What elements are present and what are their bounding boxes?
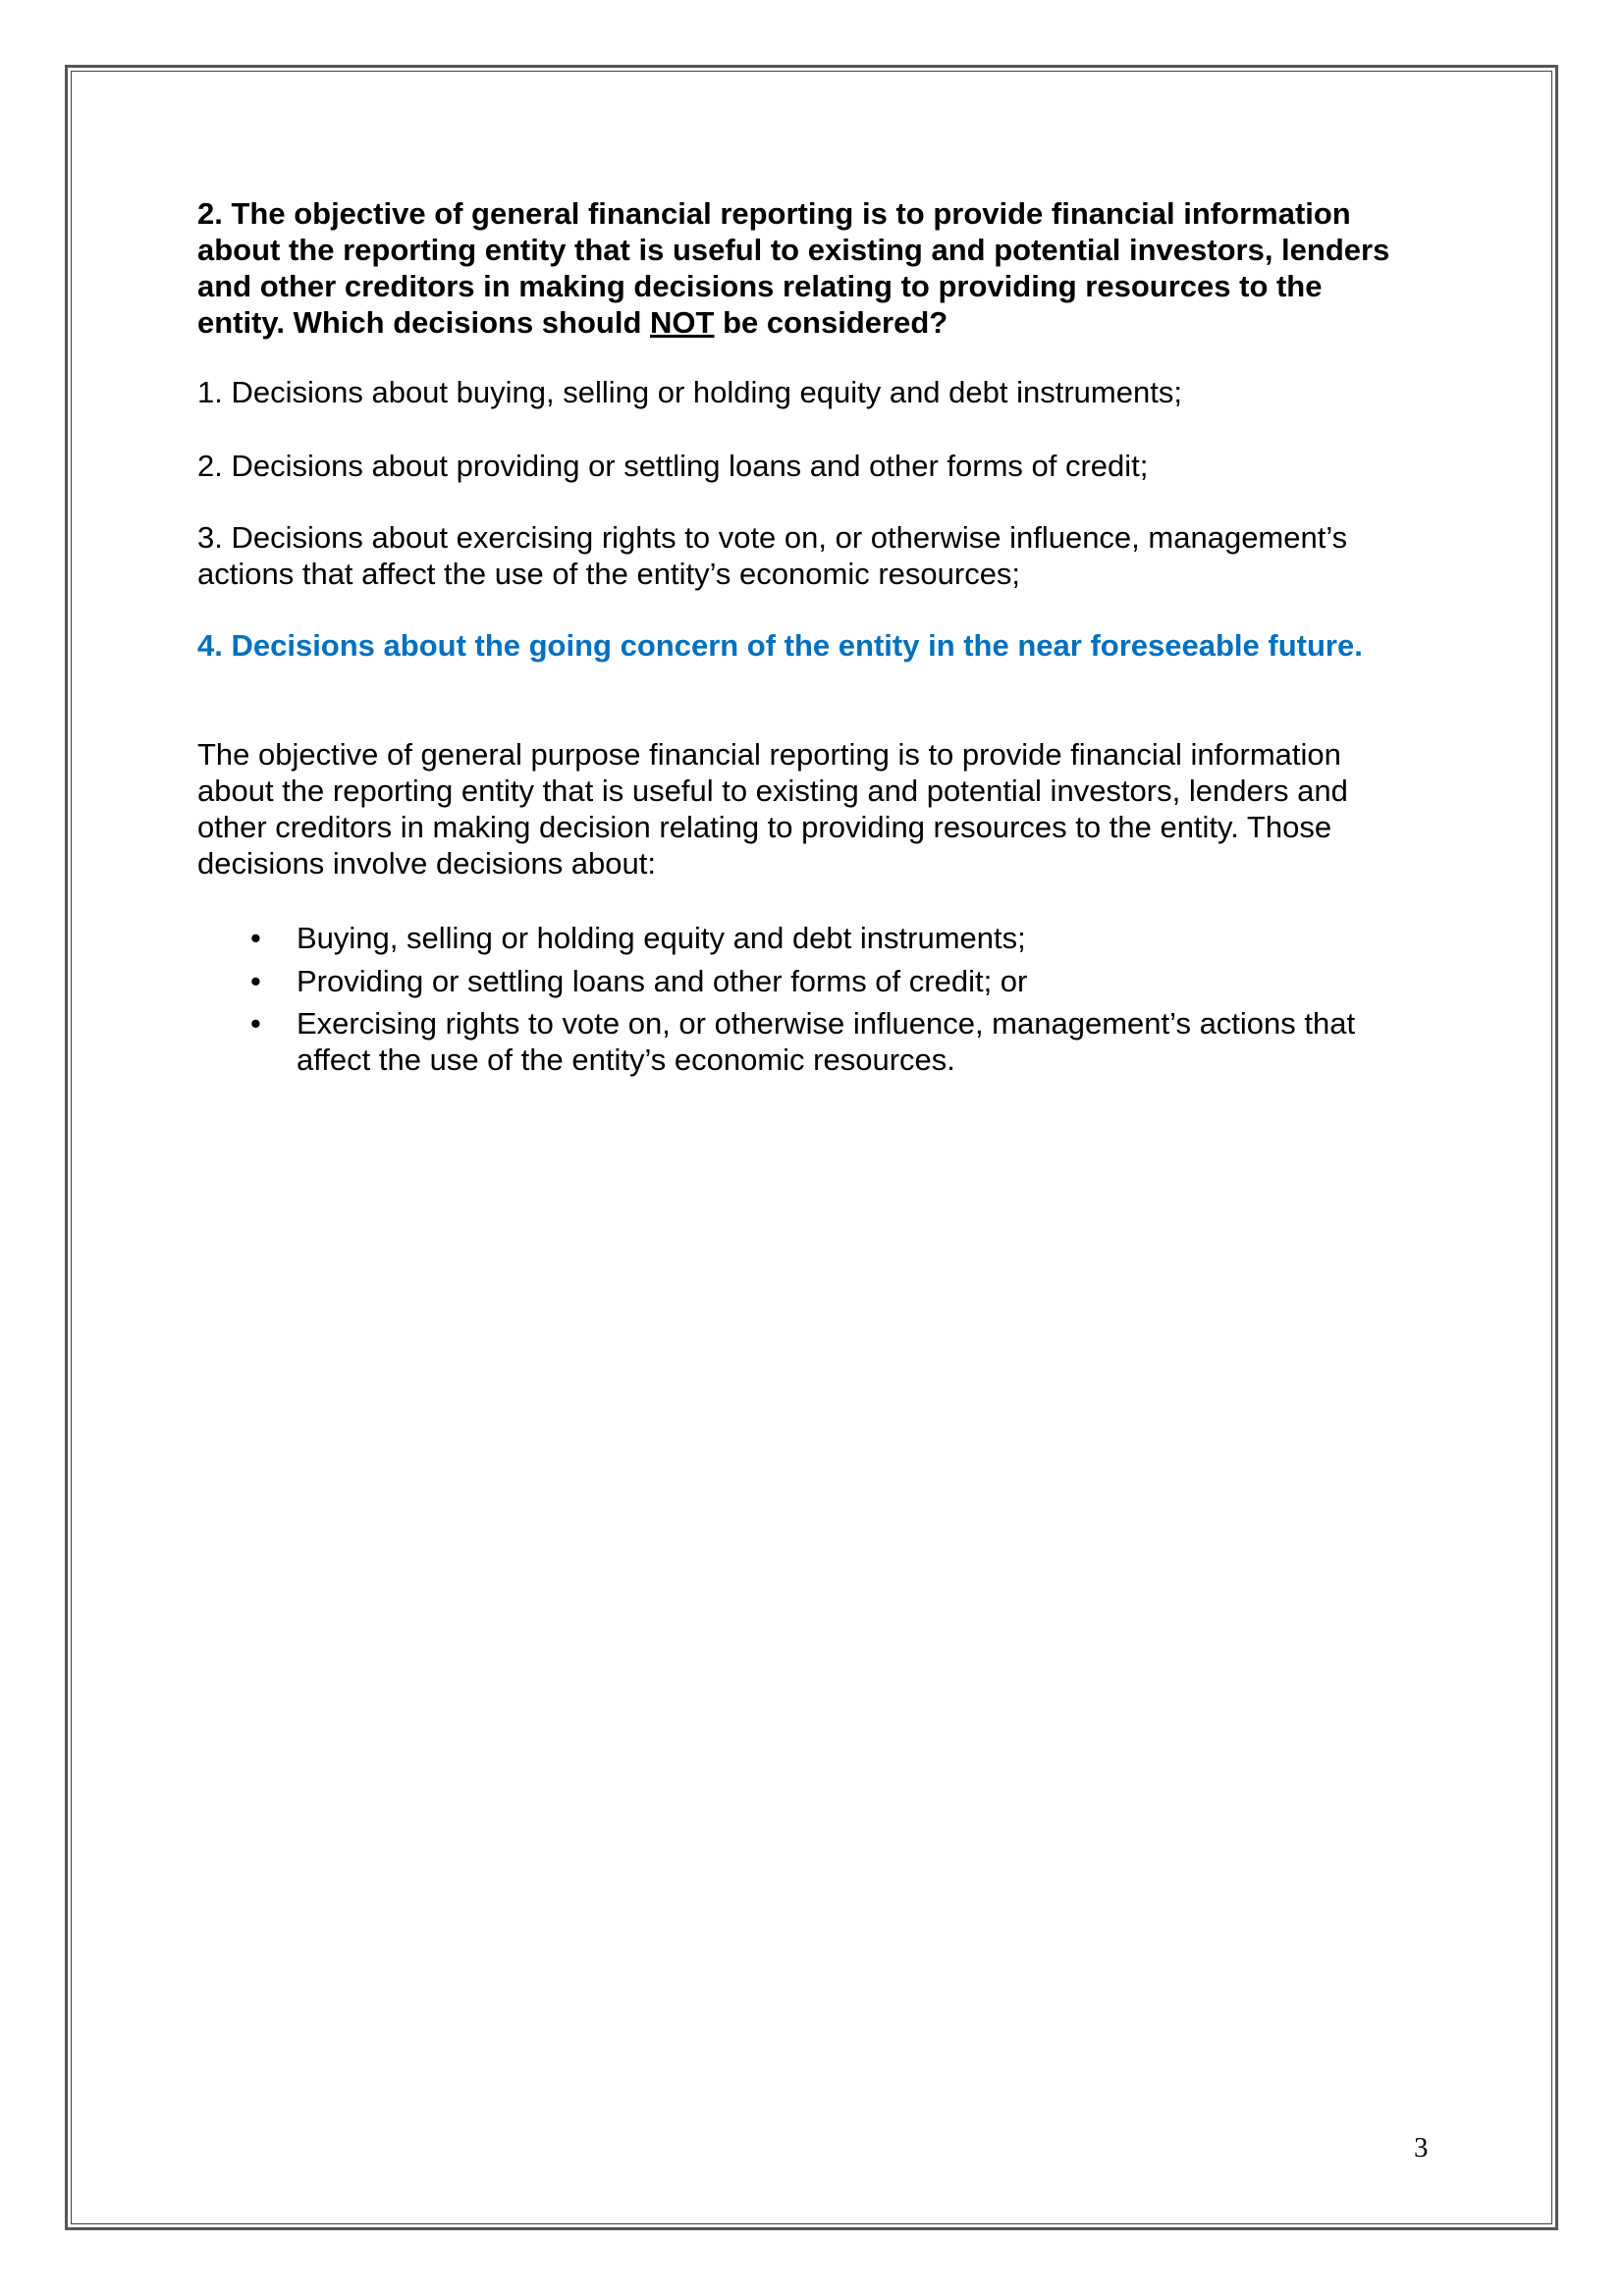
option-1: [197, 374, 1182, 410]
bullet-line: affect the use of the entity’s economic resources.: [297, 1042, 955, 1077]
bullet-line: Exercising rights to vote on, or otherwise influence, management’s actions that: [297, 1006, 1356, 1041]
option-line: 1. Decisions about buying, selling or holding equity and debt instruments;: [197, 375, 1182, 409]
bullet-icon: •: [250, 1006, 261, 1041]
page-number: 3: [1414, 2132, 1429, 2163]
question-emphasis: NOT: [650, 305, 715, 340]
explanation-line: The objective of general purpose financial reporting is to provide financial information: [197, 737, 1341, 772]
bullet-item: [297, 963, 1027, 999]
option-line: 2. Decisions about providing or settling loans and other forms of credit;: [197, 449, 1149, 483]
question-text: entity. Which decisions should: [197, 305, 651, 340]
bullet-icon: •: [250, 964, 261, 998]
question-line: about the reporting entity that is useful to existing and potential investors, lenders: [197, 233, 1390, 267]
question-line: [197, 304, 1389, 341]
question-text: be considered?: [714, 305, 948, 340]
bullet-item: [297, 920, 1026, 956]
option-3: [197, 519, 1347, 592]
option-line: actions that affect the use of the entity’s economic resources;: [197, 557, 1021, 591]
option-2: [197, 448, 1148, 484]
question-heading: [197, 195, 1389, 341]
option-line: 3. Decisions about exercising rights to vote on, or otherwise influence, management’s: [197, 520, 1348, 555]
option-4-correct-answer: [197, 627, 1363, 664]
bullet-line: Buying, selling or holding equity and debt instruments;: [297, 921, 1026, 955]
bullet-line: Providing or settling loans and other forms of credit; or: [297, 964, 1028, 998]
bullet-item: [297, 1005, 1355, 1078]
option-line: 4. Decisions about the going concern of the entity in the near foreseeable future.: [197, 628, 1363, 663]
question-line: and other creditors in making decisions relating to providing resources to the: [197, 269, 1323, 303]
question-line: 2. The objective of general financial reporting is to provide financial information: [197, 196, 1351, 231]
explanation-line: decisions involve decisions about:: [197, 846, 656, 881]
bullet-icon: •: [250, 921, 261, 955]
explanation-line: other creditors in making decision relating to providing resources to the entity. Those: [197, 810, 1332, 844]
explanation-paragraph: [197, 736, 1348, 881]
explanation-line: about the reporting entity that is useful to existing and potential investors, lenders and: [197, 774, 1348, 808]
